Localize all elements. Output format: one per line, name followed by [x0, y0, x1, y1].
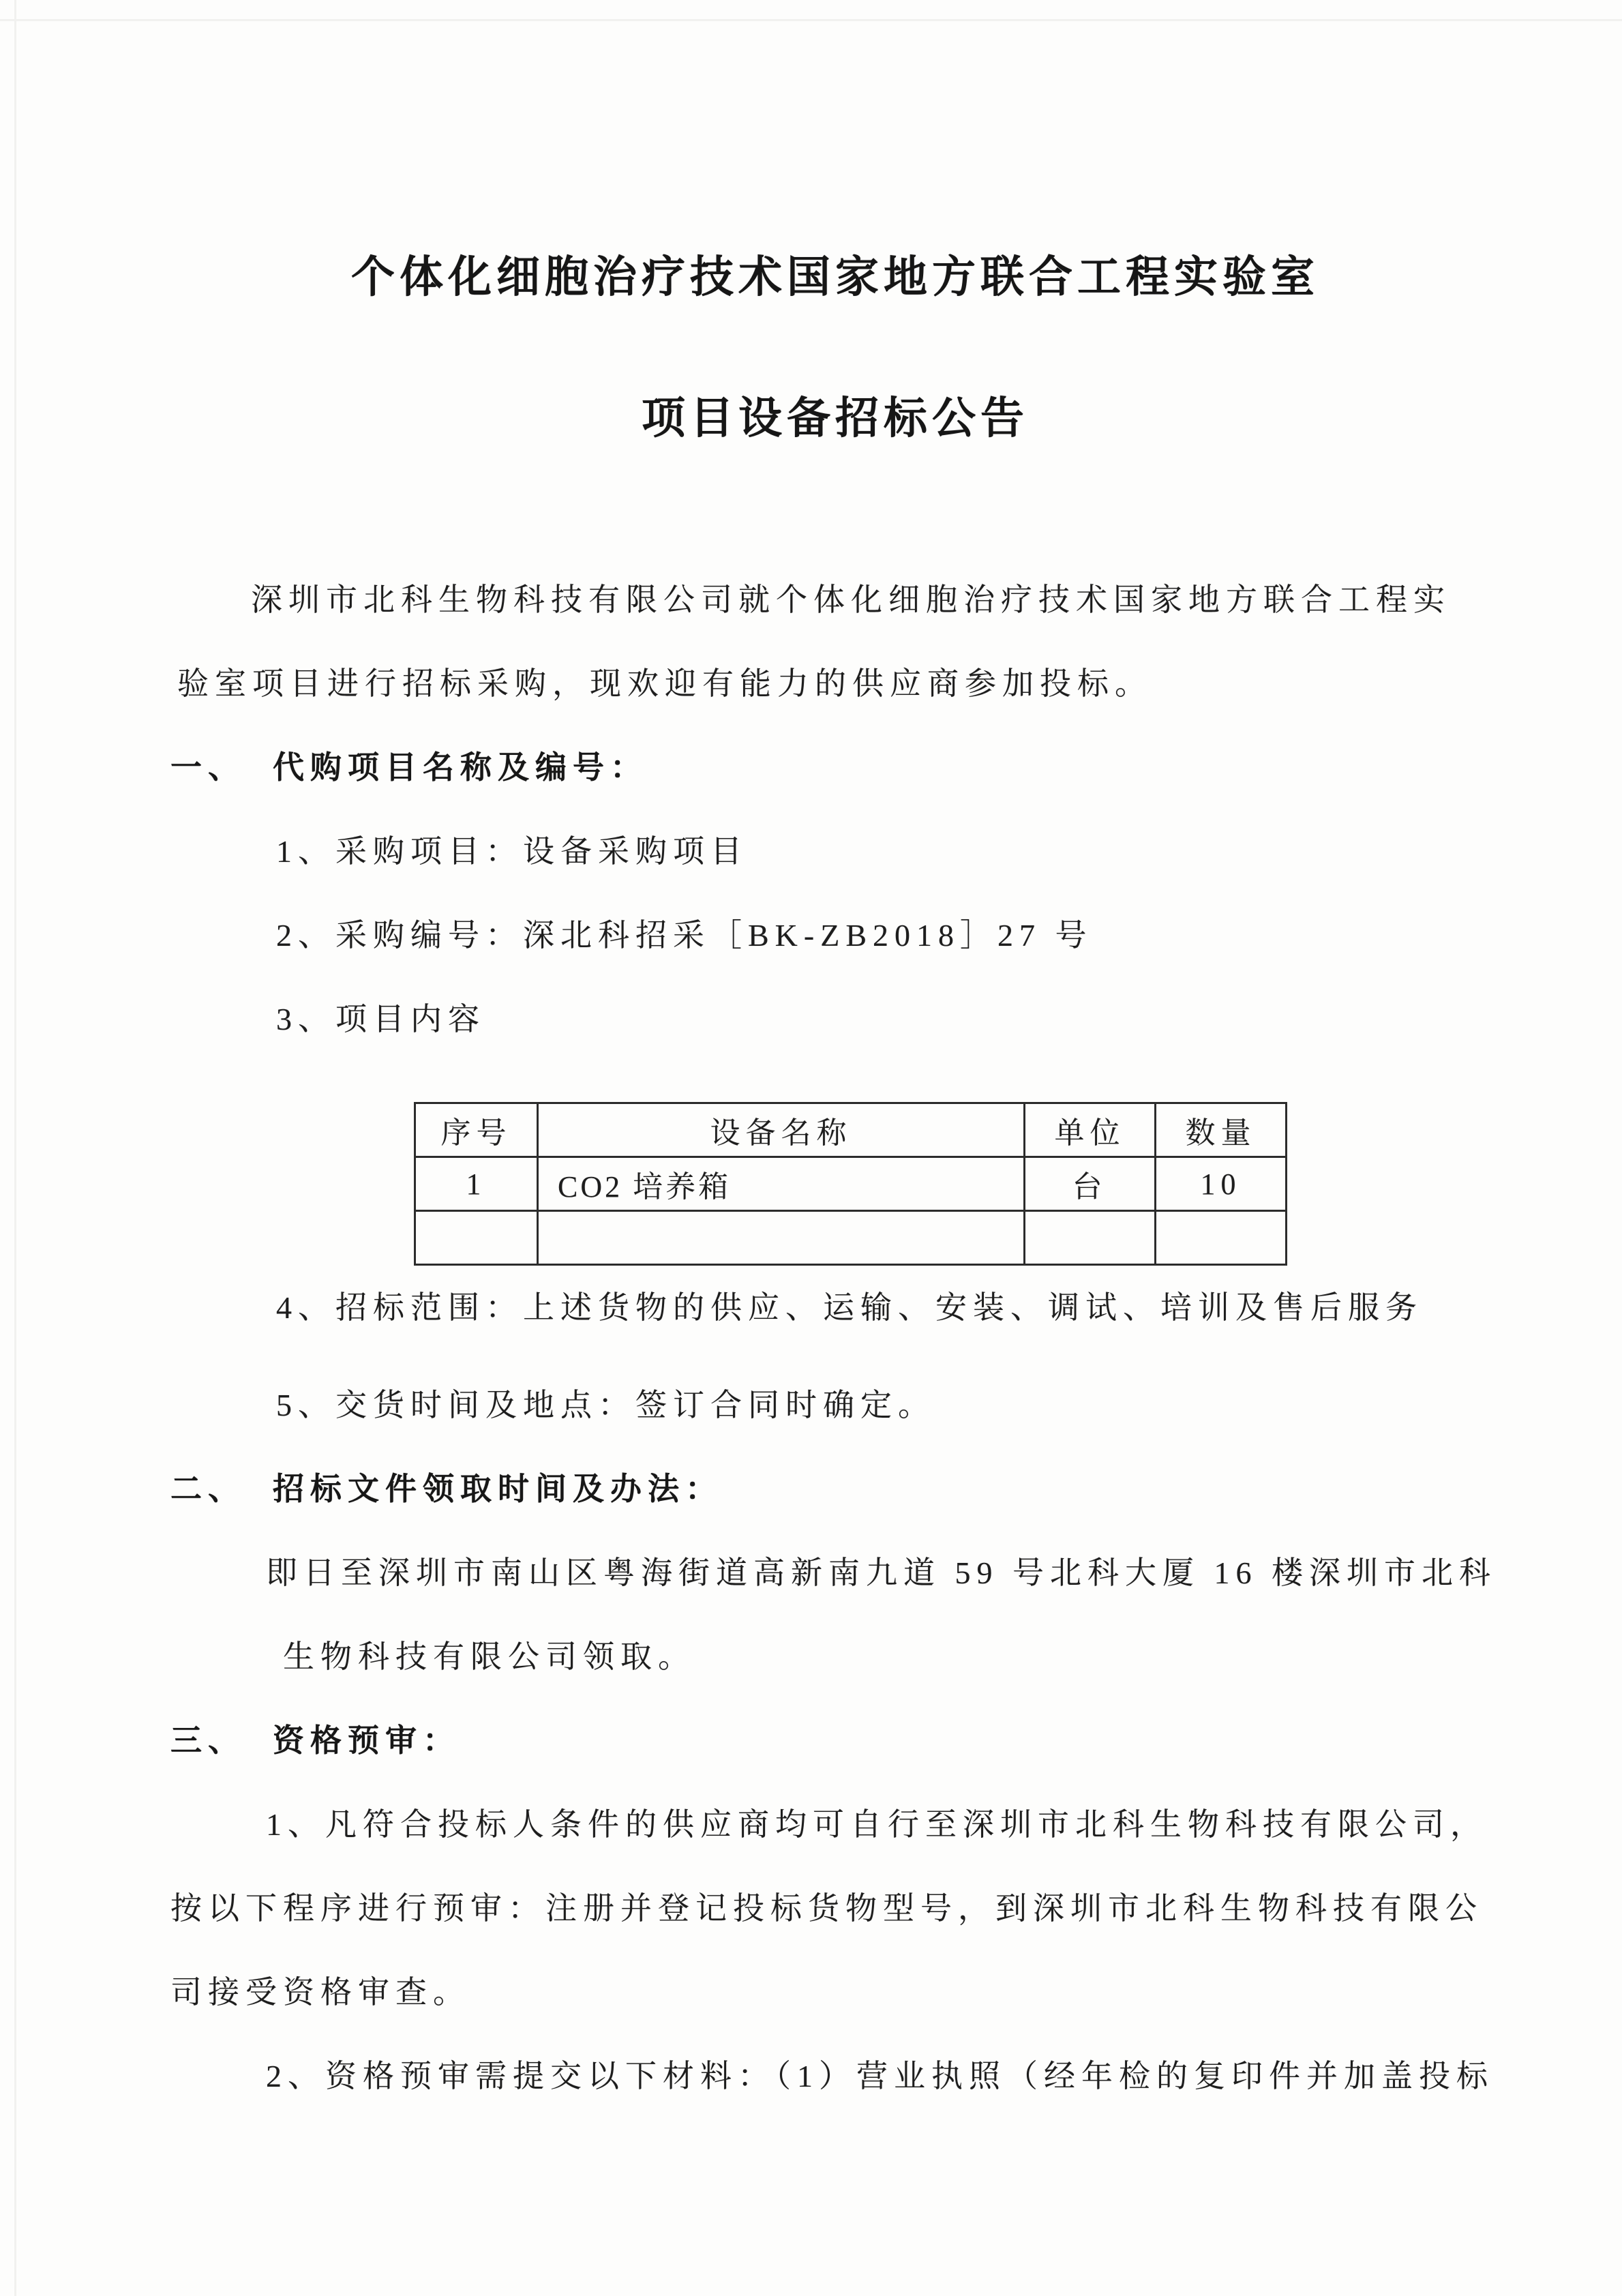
- intro-paragraph-line-2: 验室项目进行招标采购，现欢迎有能力的供应商参加投标。: [177, 666, 1152, 701]
- section-3-heading: [170, 1699, 1500, 1783]
- table-row-empty: [415, 1211, 1287, 1265]
- section-1-heading: [170, 726, 1500, 809]
- cell-equipment-name: CO2 培养箱: [538, 1157, 1025, 1211]
- cell-equipment-name-empty: [538, 1211, 1025, 1265]
- section-2-number: 二、: [170, 1471, 245, 1506]
- column-header-quantity: 数量: [1156, 1103, 1287, 1157]
- equipment-table-header-row: [415, 1103, 1287, 1157]
- cell-seq-empty: [415, 1211, 538, 1265]
- item-project-content: 3、项目内容: [276, 1002, 485, 1037]
- cell-quantity-empty: [1156, 1211, 1287, 1265]
- section-2-heading-text: 招标文件领取时间及办法：: [273, 1471, 723, 1506]
- cell-seq: 1: [415, 1157, 538, 1211]
- section-1-heading-text: 代购项目名称及编号：: [273, 749, 648, 785]
- section-2-heading: [170, 1447, 1500, 1531]
- section-2-body-line-1: 即日至深圳市南山区粤海街道高新南九道 59 号北科大厦 16 楼深圳市北科: [266, 1555, 1497, 1590]
- doc-title-line-1: 个体化细胞治疗技术国家地方联合工程实验室: [351, 252, 1319, 301]
- section-3-heading-text: 资格预审：: [273, 1723, 460, 1758]
- item-procurement-project: 1、采购项目：设备采购项目: [276, 834, 748, 869]
- table-row-co2-incubator: [415, 1157, 1287, 1211]
- intro-paragraph-line-1: 深圳市北科生物科技有限公司就个体化细胞治疗技术国家地方联合工程实: [251, 582, 1451, 617]
- cell-unit: 台: [1025, 1157, 1156, 1211]
- item-delivery-time: 5、交货时间及地点：签订合同时确定。: [276, 1388, 935, 1422]
- doc-title-line-2: 项目设备招标公告: [642, 393, 1029, 443]
- equipment-table: [414, 1102, 1287, 1266]
- section-3-number: 三、: [170, 1723, 245, 1758]
- section-3-item-1-line-1: 1、凡符合投标人条件的供应商均可自行至深圳市北科生物科技有限公司，: [266, 1807, 1488, 1842]
- item-procurement-number: 2、采购编号：深北科招采［BK-ZB2018］27 号: [276, 918, 1093, 953]
- cell-unit-empty: [1025, 1211, 1156, 1265]
- section-3-item-2-line-1: 2、资格预审需提交以下材料：（1）营业执照（经年检的复印件并加盖投标: [266, 2059, 1494, 2093]
- column-header-unit: 单位: [1025, 1103, 1156, 1157]
- cell-quantity: 10: [1156, 1157, 1287, 1211]
- column-header-seq: 序号: [415, 1103, 538, 1157]
- section-3-item-1-line-3: 司接受资格审查。: [170, 1975, 470, 2010]
- column-header-equipment-name: 设备名称: [538, 1103, 1025, 1157]
- section-2-body-line-2: 生物科技有限公司领取。: [283, 1639, 695, 1674]
- section-3-item-1-line-2: 按以下程序进行预审：注册并登记投标货物型号，到深圳市北科生物科技有限公: [170, 1891, 1483, 1926]
- item-bid-scope: 4、招标范围：上述货物的供应、运输、安装、调试、培训及售后服务: [276, 1290, 1423, 1325]
- section-1-number: 一、: [170, 749, 245, 785]
